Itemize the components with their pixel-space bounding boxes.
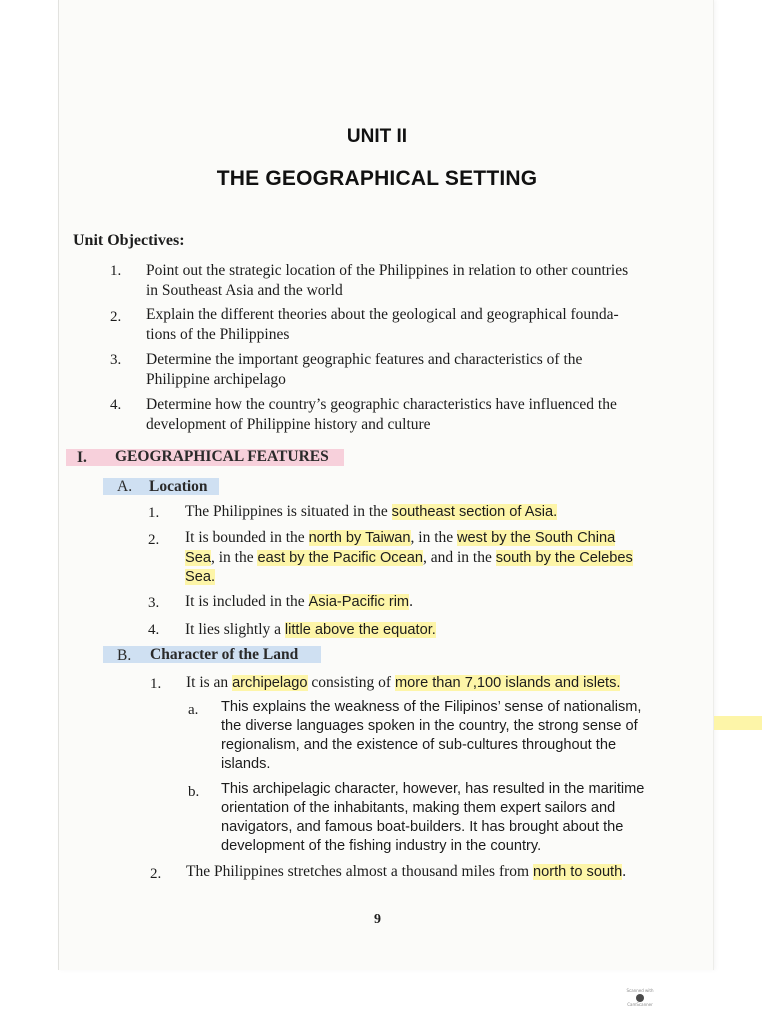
objective-line: Determine the important geographic features and characteristics of the xyxy=(146,351,583,368)
objective-line: Determine how the country’s geographic characteristics have influenced the xyxy=(146,396,617,413)
objective-line: tions of the Philippines xyxy=(146,326,290,343)
section-title: GEOGRAPHICAL FEATURES xyxy=(115,448,329,465)
watermark-line-2: CamScanner xyxy=(627,1002,653,1007)
objective-number: 4. xyxy=(110,397,122,413)
location-item-4: It lies slightly a little above the equator. xyxy=(185,621,436,638)
objective-number: 2. xyxy=(110,309,122,325)
subsection-title: Location xyxy=(149,478,208,495)
objective-line: Point out the strategic location of the Philippines in relation to other countries xyxy=(146,262,629,279)
subitem-a-line: regionalism, and the existence of sub-cultures throughout the xyxy=(221,737,617,753)
subitem-b-line: navigators, and famous boat-builders. It has brought about the xyxy=(221,819,624,835)
subsection-letter: B. xyxy=(117,647,132,664)
subitem-b-line: development of the fishing industry in the country. xyxy=(221,838,542,854)
scanner-watermark xyxy=(624,988,656,1014)
watermark-line-1: Scanned with xyxy=(626,988,654,993)
objective-number: 3. xyxy=(110,352,122,368)
unit-label: UNIT II xyxy=(346,126,408,147)
land-item-1: It is an archipelago consisting of more than 7,100 islands and islets. xyxy=(186,674,621,691)
subitem-a-line: This explains the weakness of the Filipinos’ sense of nationalism, xyxy=(221,699,642,715)
subitem-a-line: islands. xyxy=(221,756,271,772)
location-item-2-line-1: It is bounded in the north by Taiwan, in the west by the South China xyxy=(185,529,616,546)
land-item-2: The Philippines stretches almost a thousand miles from north to south. xyxy=(186,863,627,880)
location-item-2-line-3: Sea. xyxy=(185,569,216,585)
page-number: 9 xyxy=(374,912,381,927)
objective-line: Philippine archipelago xyxy=(146,371,286,388)
objective-number: 1. xyxy=(110,263,122,279)
objective-line: development of Philippine history and culture xyxy=(146,416,431,433)
location-item-1: The Philippines is situated in the southeast section of Asia. xyxy=(185,503,558,520)
subitem-b-line: This archipelagic character, however, has resulted in the maritime xyxy=(221,781,645,797)
subsection-letter: A. xyxy=(117,478,133,495)
location-item-3: It is included in the Asia-Pacific rim. xyxy=(185,593,413,610)
subsection-title: Character of the Land xyxy=(150,646,299,663)
page-title: THE GEOGRAPHICAL SETTING xyxy=(216,167,538,190)
subitem-letter: a. xyxy=(188,702,199,718)
item-number: 1. xyxy=(148,505,160,521)
item-number: 3. xyxy=(148,595,160,611)
subitem-a-line: the diverse languages spoken in the country, the strong sense of xyxy=(221,718,638,734)
objective-line: in Southeast Asia and the world xyxy=(146,282,343,299)
location-item-2-line-2: Sea, in the east by the Pacific Ocean, and in the south by the Celebes xyxy=(185,549,633,566)
objective-line: Explain the different theories about the geological and geographical founda- xyxy=(146,306,619,323)
item-number: 2. xyxy=(148,532,160,548)
subitem-letter: b. xyxy=(188,784,200,800)
objectives-heading: Unit Objectives: xyxy=(73,232,185,249)
subitem-b-line: orientation of the inhabitants, making them expert sailors and xyxy=(221,800,616,816)
item-number: 4. xyxy=(148,622,160,638)
item-number: 1. xyxy=(150,676,162,692)
camscanner-logo-icon xyxy=(636,994,644,1002)
stray-highlight xyxy=(714,716,762,730)
item-number: 2. xyxy=(150,866,162,882)
section-number: I. xyxy=(77,449,87,466)
